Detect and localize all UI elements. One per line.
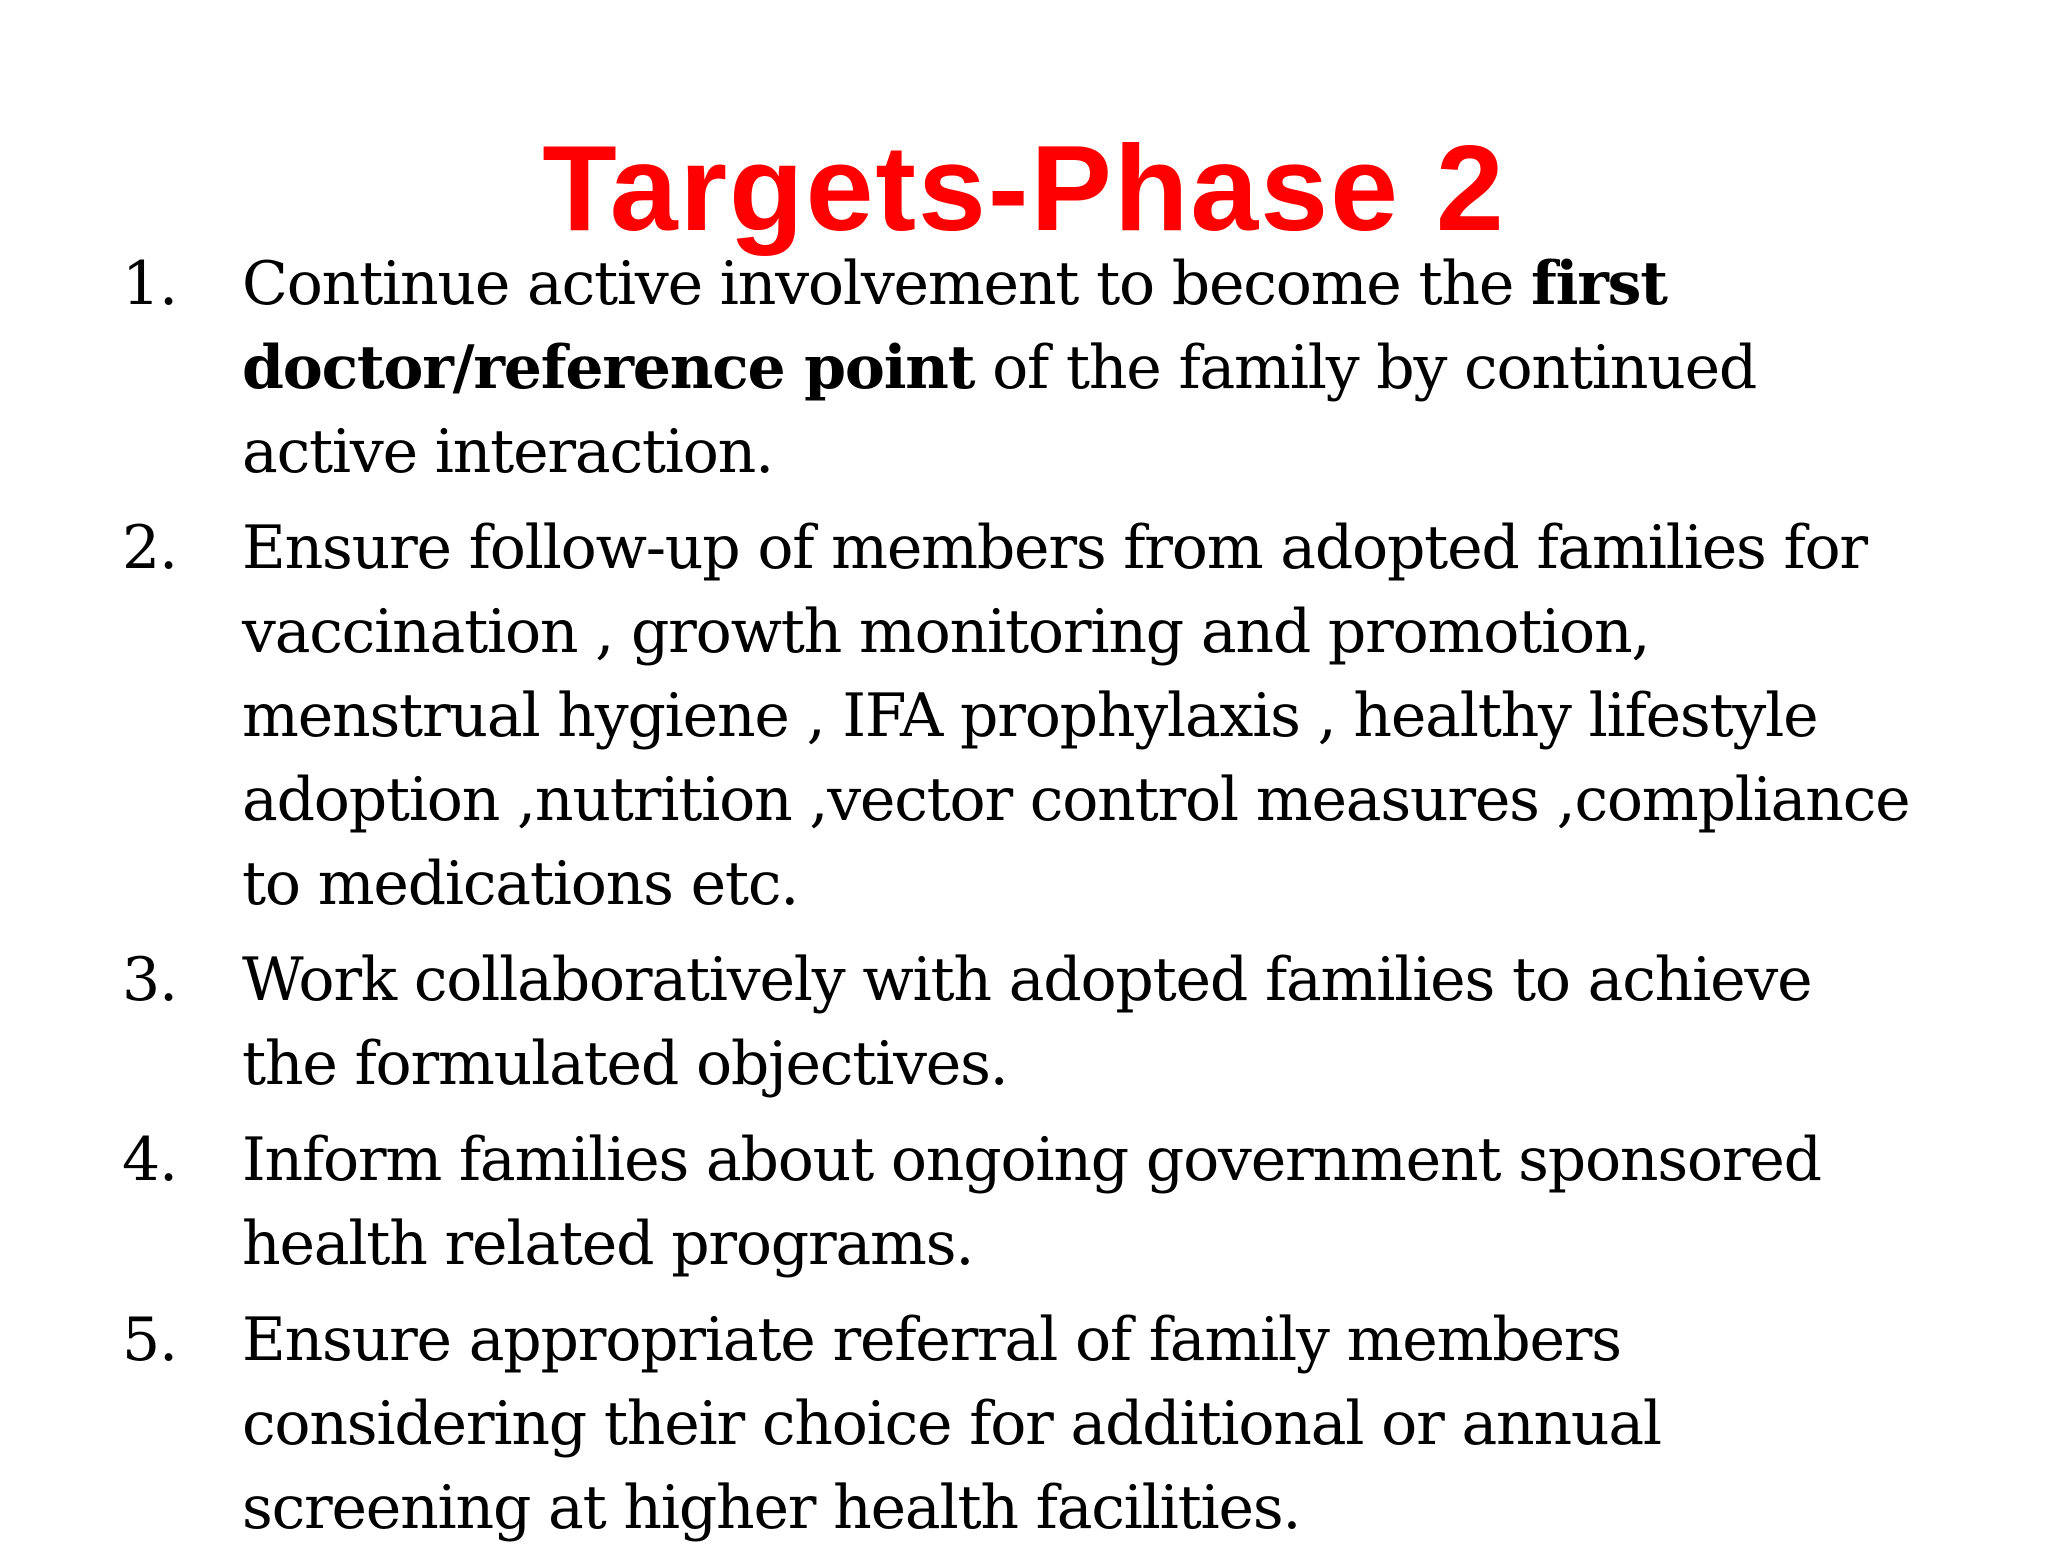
list-item-number: 3. [122, 945, 177, 1015]
list-item-2 [122, 506, 1922, 926]
list-item-text: Ensure appropriate referral of family members considering their choice for additional or annual screening at higher health facilities. [242, 1305, 1661, 1543]
list-item-number: 4. [122, 1125, 177, 1195]
list-item-text-after: of the family by continued active interaction. [242, 333, 1757, 487]
targets-list [122, 242, 1922, 1562]
slide-title: Targets-Phase 2 [542, 120, 1506, 256]
list-item-4 [122, 1118, 1922, 1286]
list-item-text: Inform families about ongoing government sponsored health related programs. [242, 1125, 1821, 1279]
list-item-number: 2. [122, 513, 177, 583]
list-item-number: 1. [122, 249, 177, 319]
list-item-text-before: Continue active involvement to become the [242, 249, 1532, 319]
list-item-text [242, 249, 1756, 487]
list-item-number: 5. [122, 1305, 177, 1375]
list-item-text: Work collaboratively with adopted families to achieve the formulated objectives. [242, 945, 1812, 1099]
list-item-5 [122, 1298, 1922, 1550]
list-item-3 [122, 938, 1922, 1106]
list-item-bold-text: first doctor/reference point [242, 249, 1667, 403]
list-item-text: Ensure follow-up of members from adopted families for vaccination , growth monitoring and promotion, menstrual hygiene , IFA prophylaxis , healthy lifestyle adoption ,nutrition ,vector control measures ,compliance to medications etc. [242, 513, 1910, 919]
list-item-1 [122, 242, 1922, 494]
